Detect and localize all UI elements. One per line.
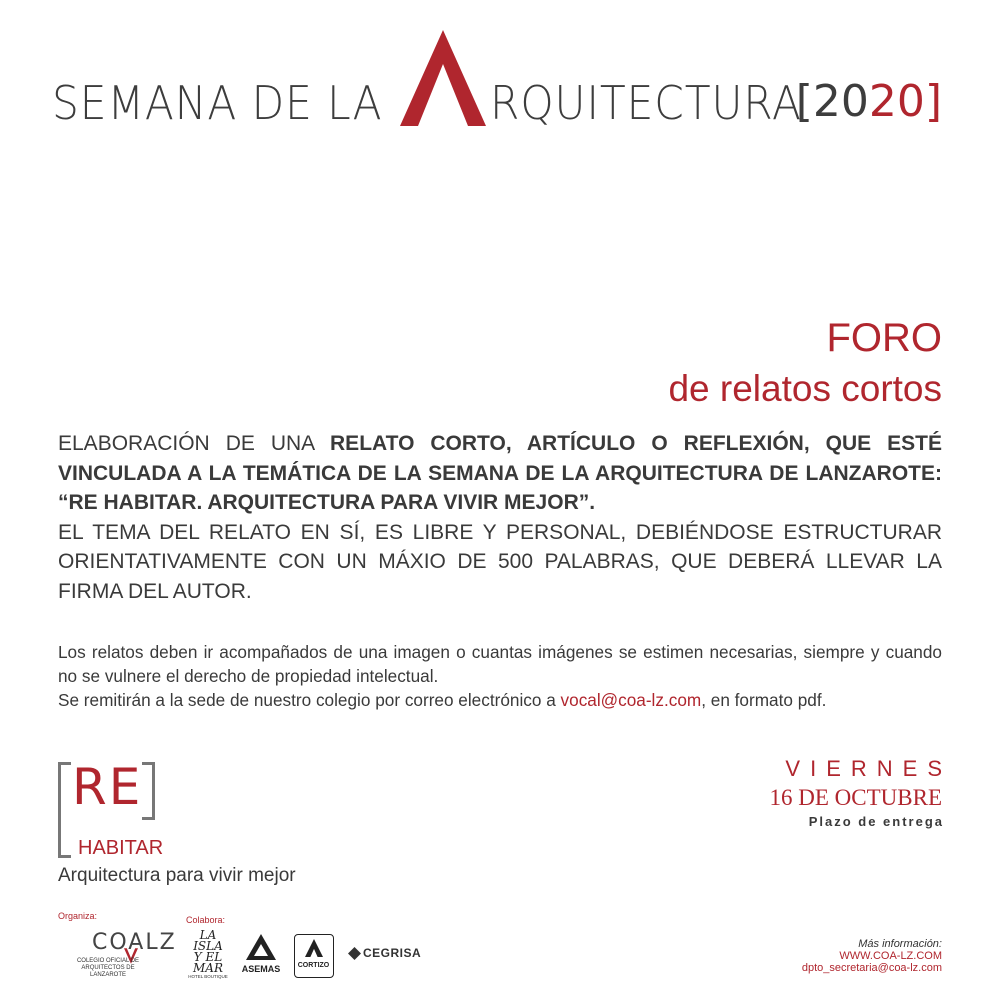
email-link[interactable]: vocal@coa-lz.com [560, 690, 702, 710]
coalz-fine-line2: ARQUITECTOS DE [81, 965, 135, 971]
foro-title: FORO [826, 316, 942, 360]
cortizo-logo [294, 934, 334, 978]
left-bracket [58, 762, 71, 858]
main-text [58, 429, 942, 606]
colabora-label: Colabora: [186, 915, 226, 925]
header-title-left-text: SEMANA DE LA [52, 76, 383, 130]
info-web-link[interactable]: WWW.COA-LZ.COM [839, 950, 942, 962]
main-text-lead: ELABORACIÓN DE UNA [58, 432, 331, 455]
asemas-logo [238, 934, 284, 978]
coalz-fine-line1: COLEGIO OFICIAL DE [76, 958, 140, 964]
foro-subtitle: de relatos cortos [668, 368, 942, 409]
right-bracket [142, 762, 155, 820]
cegrisa-logo [348, 946, 421, 960]
contact-info [802, 938, 942, 974]
isla-line1: LA [199, 928, 217, 942]
deadline-date: 16 DE OCTUBRE [769, 785, 942, 810]
header-title-right-text: RQUITECTURA [490, 76, 802, 130]
year-prefix: [20 [795, 76, 869, 127]
cegrisa-diamond-icon [348, 947, 361, 960]
info-email-link[interactable]: dpto_secretaria@coa-lz.com [801, 962, 942, 974]
coalz-logo [68, 928, 178, 990]
re-habitar-logo [0, 750, 320, 890]
coalz-fine-print [68, 958, 148, 979]
cortizo-icon [305, 939, 323, 957]
isla-line4: MAR [193, 961, 223, 975]
notes-line1: Los relatos deben ir acompañados de una imagen o cuantas imágenes se estimen necesarias, siempre y cuando no se vulnere el derecho de propiedad intelectual. [58, 642, 942, 686]
header-title-right [490, 76, 829, 130]
year [795, 76, 942, 127]
habitar-text: HABITAR [78, 837, 164, 859]
tagline: Arquitectura para vivir mejor [58, 865, 296, 886]
asemas-triangle-icon [246, 934, 276, 960]
isla-fine: HOTEL BOUTIQUE [188, 974, 228, 979]
notes [58, 640, 942, 712]
deadline-day: VIERNES [785, 756, 952, 781]
coalz-word: COALZ [92, 930, 177, 955]
cortizo-label: CORTIZO [297, 962, 330, 969]
deadline-label: Plazo de entrega [808, 814, 944, 829]
main-text-p2: EL TEMA DEL RELATO EN SÍ, ES LIBRE Y PERSONAL, DEBIÉNDOSE ESTRUCTURAR ORIENTATIVAMENTE CON UN MÁXIO DE 500 PALABRAS, QUE DEBERÁ LLEVAR LA FIRMA DEL AUTOR. [58, 520, 942, 603]
main-text-bold: RELATO CORTO, ARTÍCULO O REFLEXIÓN, QUE ESTÉ VINCULADA A LA TEMÁTICA DE LA SEMANA DE LA ARQUITECTURA DE LANZAROTE: “RE HABITAR. ARQUITECTURA PARA VIVIR MEJOR”. [58, 432, 942, 514]
notes-line2-prefix: Se remitirán a la sede de nuestro colegio por correo electrónico a [58, 690, 561, 710]
header [0, 0, 1000, 140]
asemas-label: ASEMAS [241, 964, 281, 974]
isla-line2: ISLA [193, 939, 223, 953]
isla-line3: Y EL [193, 950, 223, 964]
header-title-left [52, 76, 411, 130]
cegrisa-label: CEGRISA [363, 946, 422, 960]
coalz-fine-line3: LANZAROTE [89, 972, 126, 978]
info-label: Más información: [858, 938, 942, 950]
organiza-label: Organiza: [58, 911, 98, 921]
notes-line2-suffix: , en formato pdf. [701, 690, 827, 710]
re-text: RE [72, 758, 143, 816]
isla-y-el-mar-logo [188, 930, 228, 992]
year-suffix: 20] [868, 76, 942, 127]
big-a-logo-icon [400, 30, 486, 126]
